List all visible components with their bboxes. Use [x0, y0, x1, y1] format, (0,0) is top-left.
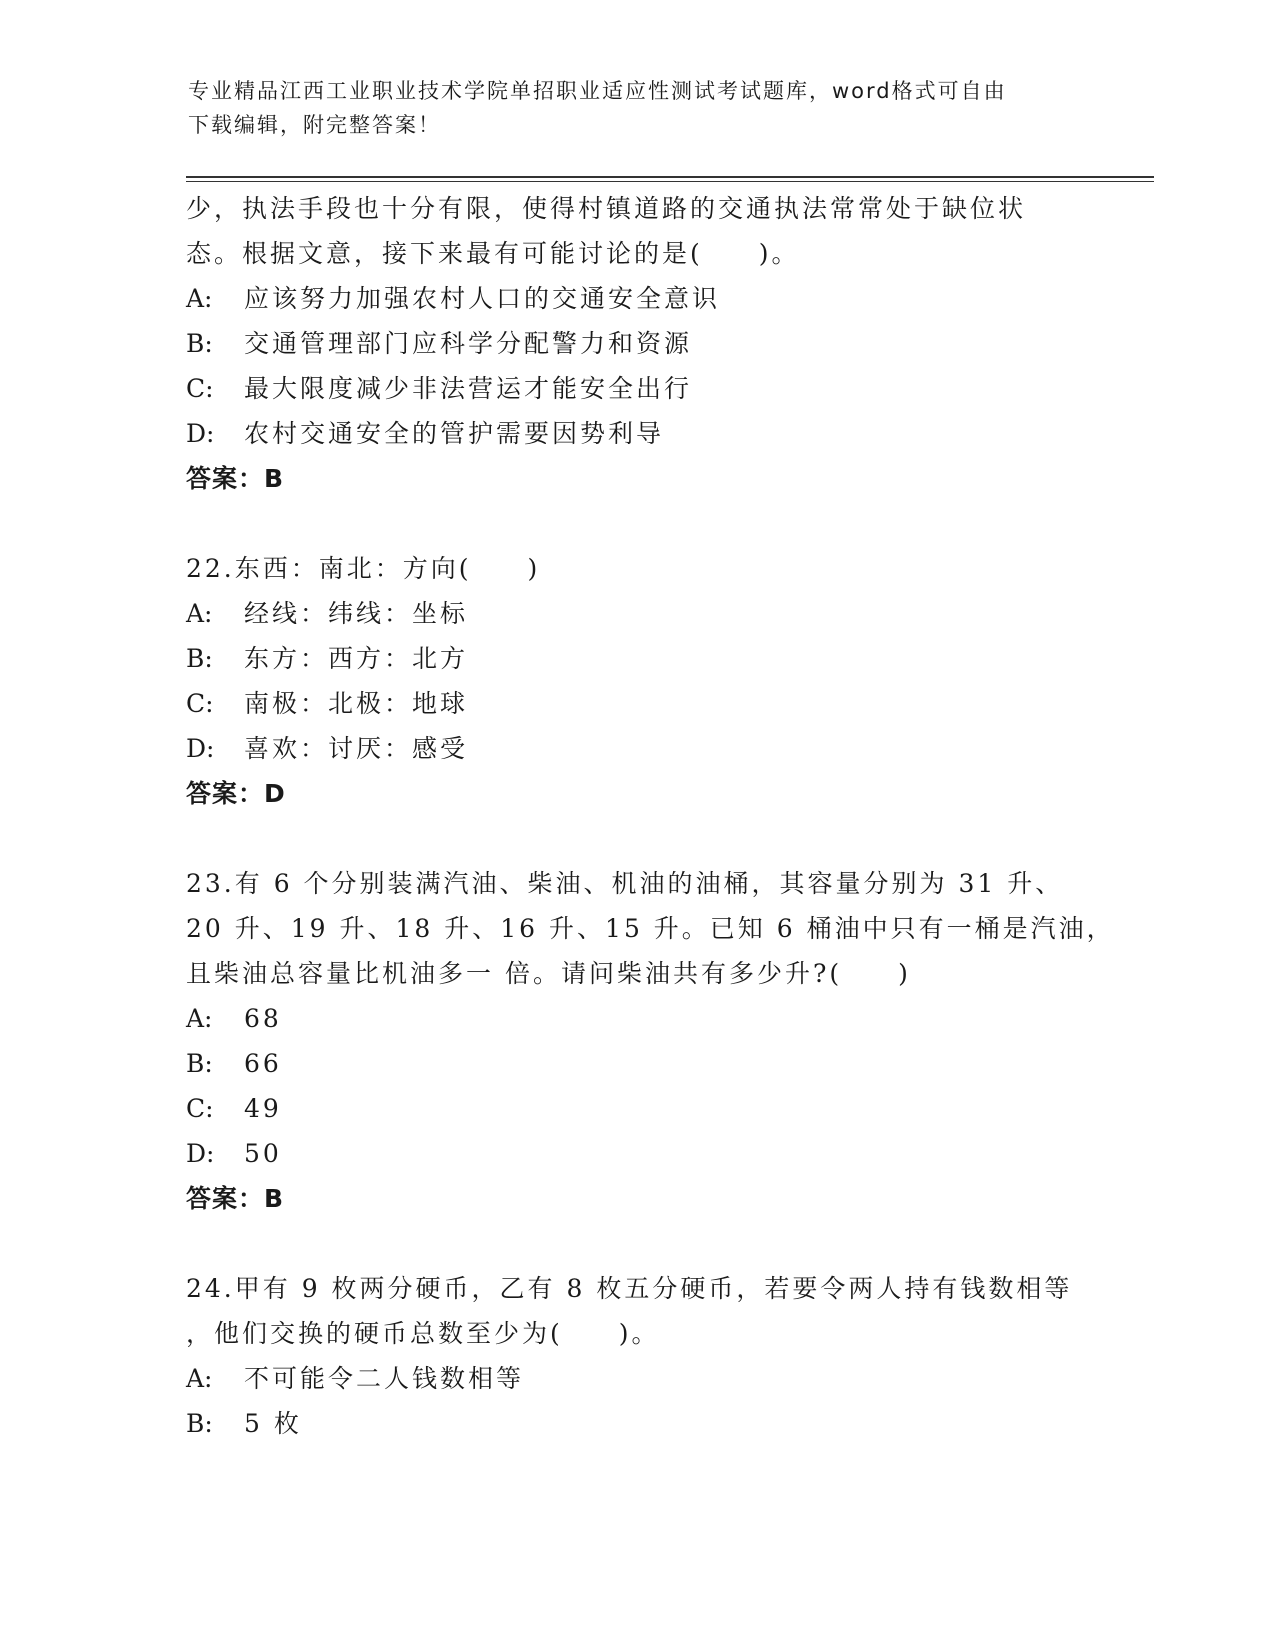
option-a [186, 996, 1106, 1041]
option-letter: A: [186, 1004, 213, 1033]
option-c [186, 681, 1106, 726]
spacer [186, 1221, 1106, 1266]
option-text: 东方：西方：北方 [244, 644, 469, 673]
question-text-line: ，他们交换的硬币总数至少为( )。 [186, 1319, 660, 1348]
question-21-continuation [186, 186, 1106, 501]
page-header [188, 74, 1068, 142]
option-letter: A: [186, 599, 213, 628]
option-c [186, 366, 1106, 411]
option-letter: B: [186, 1049, 213, 1078]
option-text: 66 [244, 1049, 282, 1078]
question-text-line: 23.有 6 个分别装满汽油、柴油、机油的油桶，其容量分别为 31 升、 [186, 869, 1064, 898]
option-letter: A: [186, 284, 213, 313]
option-d [186, 411, 1106, 456]
question-23 [186, 861, 1115, 1221]
question-text-line: 态。根据文意，接下来最有可能讨论的是( )。 [186, 239, 800, 268]
option-text: 49 [244, 1094, 282, 1123]
option-d [186, 726, 1106, 771]
question-22 [186, 546, 1106, 816]
option-letter: D: [186, 734, 215, 763]
option-text: 68 [244, 1004, 282, 1033]
option-text: 最大限度减少非法营运才能安全出行 [244, 374, 693, 403]
option-text: 南极：北极：地球 [244, 689, 469, 718]
option-text: 交通管理部门应科学分配警力和资源 [244, 329, 693, 358]
answer-line: 答案：B [186, 464, 285, 493]
option-text: 5 枚 [244, 1409, 302, 1438]
option-letter: B: [186, 644, 213, 673]
answer-line: 答案：D [186, 779, 286, 808]
option-letter: C: [186, 374, 214, 403]
option-letter: B: [186, 329, 213, 358]
option-letter: C: [186, 1094, 214, 1123]
question-text-line: 少，执法手段也十分有限，使得村镇道路的交通执法常常处于缺位状 [186, 194, 1027, 223]
option-a [186, 591, 1106, 636]
header-rule-thick [186, 176, 1154, 178]
option-text: 喜欢：讨厌：感受 [244, 734, 469, 763]
option-text: 不可能令二人钱数相等 [244, 1364, 525, 1393]
header-line-1: 专业精品江西工业职业技术学院单招职业适应性测试考试题库，word格式可自由 [188, 79, 1007, 103]
option-letter: D: [186, 419, 215, 448]
option-text: 农村交通安全的管护需要因势利导 [244, 419, 665, 448]
spacer [186, 816, 1106, 861]
option-text: 经线：纬线：坐标 [244, 599, 469, 628]
option-text: 50 [244, 1139, 282, 1168]
option-letter: C: [186, 689, 214, 718]
option-b [186, 1401, 1106, 1446]
option-a [186, 276, 1106, 321]
spacer [186, 501, 1106, 546]
option-letter: B: [186, 1409, 213, 1438]
option-letter: D: [186, 1139, 215, 1168]
option-text: 应该努力加强农村人口的交通安全意识 [244, 284, 721, 313]
option-b [186, 321, 1106, 366]
answer-line: 答案：B [186, 1184, 285, 1213]
document-body [186, 186, 1115, 1446]
option-b [186, 1041, 1106, 1086]
header-rule-thin [186, 181, 1154, 182]
question-text-line: 24.甲有 9 枚两分硬币，乙有 8 枚五分硬币，若要令两人持有钱数相等 [186, 1274, 1073, 1303]
question-text-line: 且柴油总容量比机油多一 倍。请问柴油共有多少升?( ) [186, 959, 911, 988]
option-c [186, 1086, 1106, 1131]
option-d [186, 1131, 1106, 1176]
question-24 [186, 1266, 1106, 1446]
option-a [186, 1356, 1106, 1401]
question-text-line: 20 升、19 升、18 升、16 升、15 升。已知 6 桶油中只有一桶是汽油， [186, 914, 1115, 943]
option-b [186, 636, 1106, 681]
header-line-2: 下载编辑，附完整答案！ [188, 113, 441, 137]
option-letter: A: [186, 1364, 213, 1393]
question-text-line: 22.东西：南北：方向( ) [186, 554, 541, 583]
